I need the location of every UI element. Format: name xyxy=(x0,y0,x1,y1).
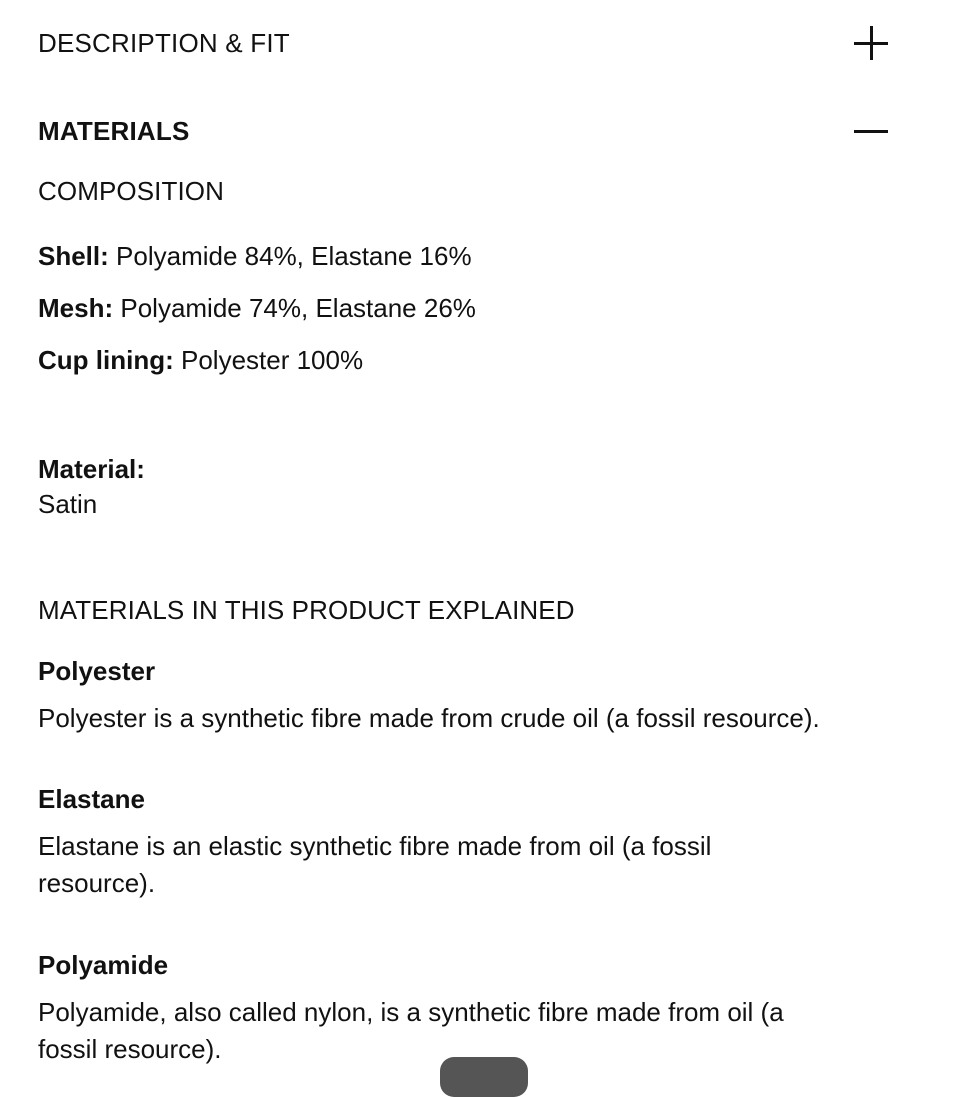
explained-item-polyamide xyxy=(38,950,848,1068)
explained-item-polyester xyxy=(38,656,898,737)
composition-part: Shell: xyxy=(38,241,109,271)
explained-item-elastane xyxy=(38,784,798,902)
accordion-materials[interactable] xyxy=(38,114,888,148)
material-label: Material: xyxy=(38,454,145,484)
composition-heading-text: COMPOSITION xyxy=(38,176,224,206)
composition-list xyxy=(38,230,898,386)
composition-value: Polyester 100% xyxy=(180,345,364,375)
material-value: Satin xyxy=(38,489,98,519)
composition-line-shell xyxy=(38,230,898,282)
composition-value: Polyamide 84%, Elastane 16% xyxy=(116,241,472,271)
composition-line-cup-lining xyxy=(38,334,898,386)
composition-heading xyxy=(38,176,898,207)
material-info xyxy=(38,452,898,522)
material-description: Polyamide, also called nylon, is a synthetic fibre made from oil (a fossil resource). xyxy=(38,997,784,1064)
explained-heading xyxy=(38,595,898,626)
explained-heading-text: MATERIALS IN THIS PRODUCT EXPLAINED xyxy=(38,595,575,625)
composition-part: Mesh: xyxy=(38,293,114,323)
minus-icon[interactable] xyxy=(854,114,888,148)
material-name: Polyamide xyxy=(38,950,169,980)
accordion-description-fit[interactable] xyxy=(38,26,888,60)
accordion-title-description-fit: DESCRIPTION & FIT xyxy=(38,27,290,58)
plus-icon[interactable] xyxy=(854,26,888,60)
composition-line-mesh xyxy=(38,282,898,334)
composition-part: Cup lining: xyxy=(38,345,174,375)
material-description: Polyester is a synthetic fibre made from crude oil (a fossil resource). xyxy=(38,703,820,733)
material-name: Polyester xyxy=(38,656,156,686)
composition-value: Polyamide 74%, Elastane 26% xyxy=(120,293,476,323)
material-description: Elastane is an elastic synthetic fibre made from oil (a fossil resource). xyxy=(38,831,712,898)
accordion-title-materials: MATERIALS xyxy=(38,115,190,146)
floating-button[interactable] xyxy=(440,1057,528,1097)
material-name: Elastane xyxy=(38,784,145,814)
